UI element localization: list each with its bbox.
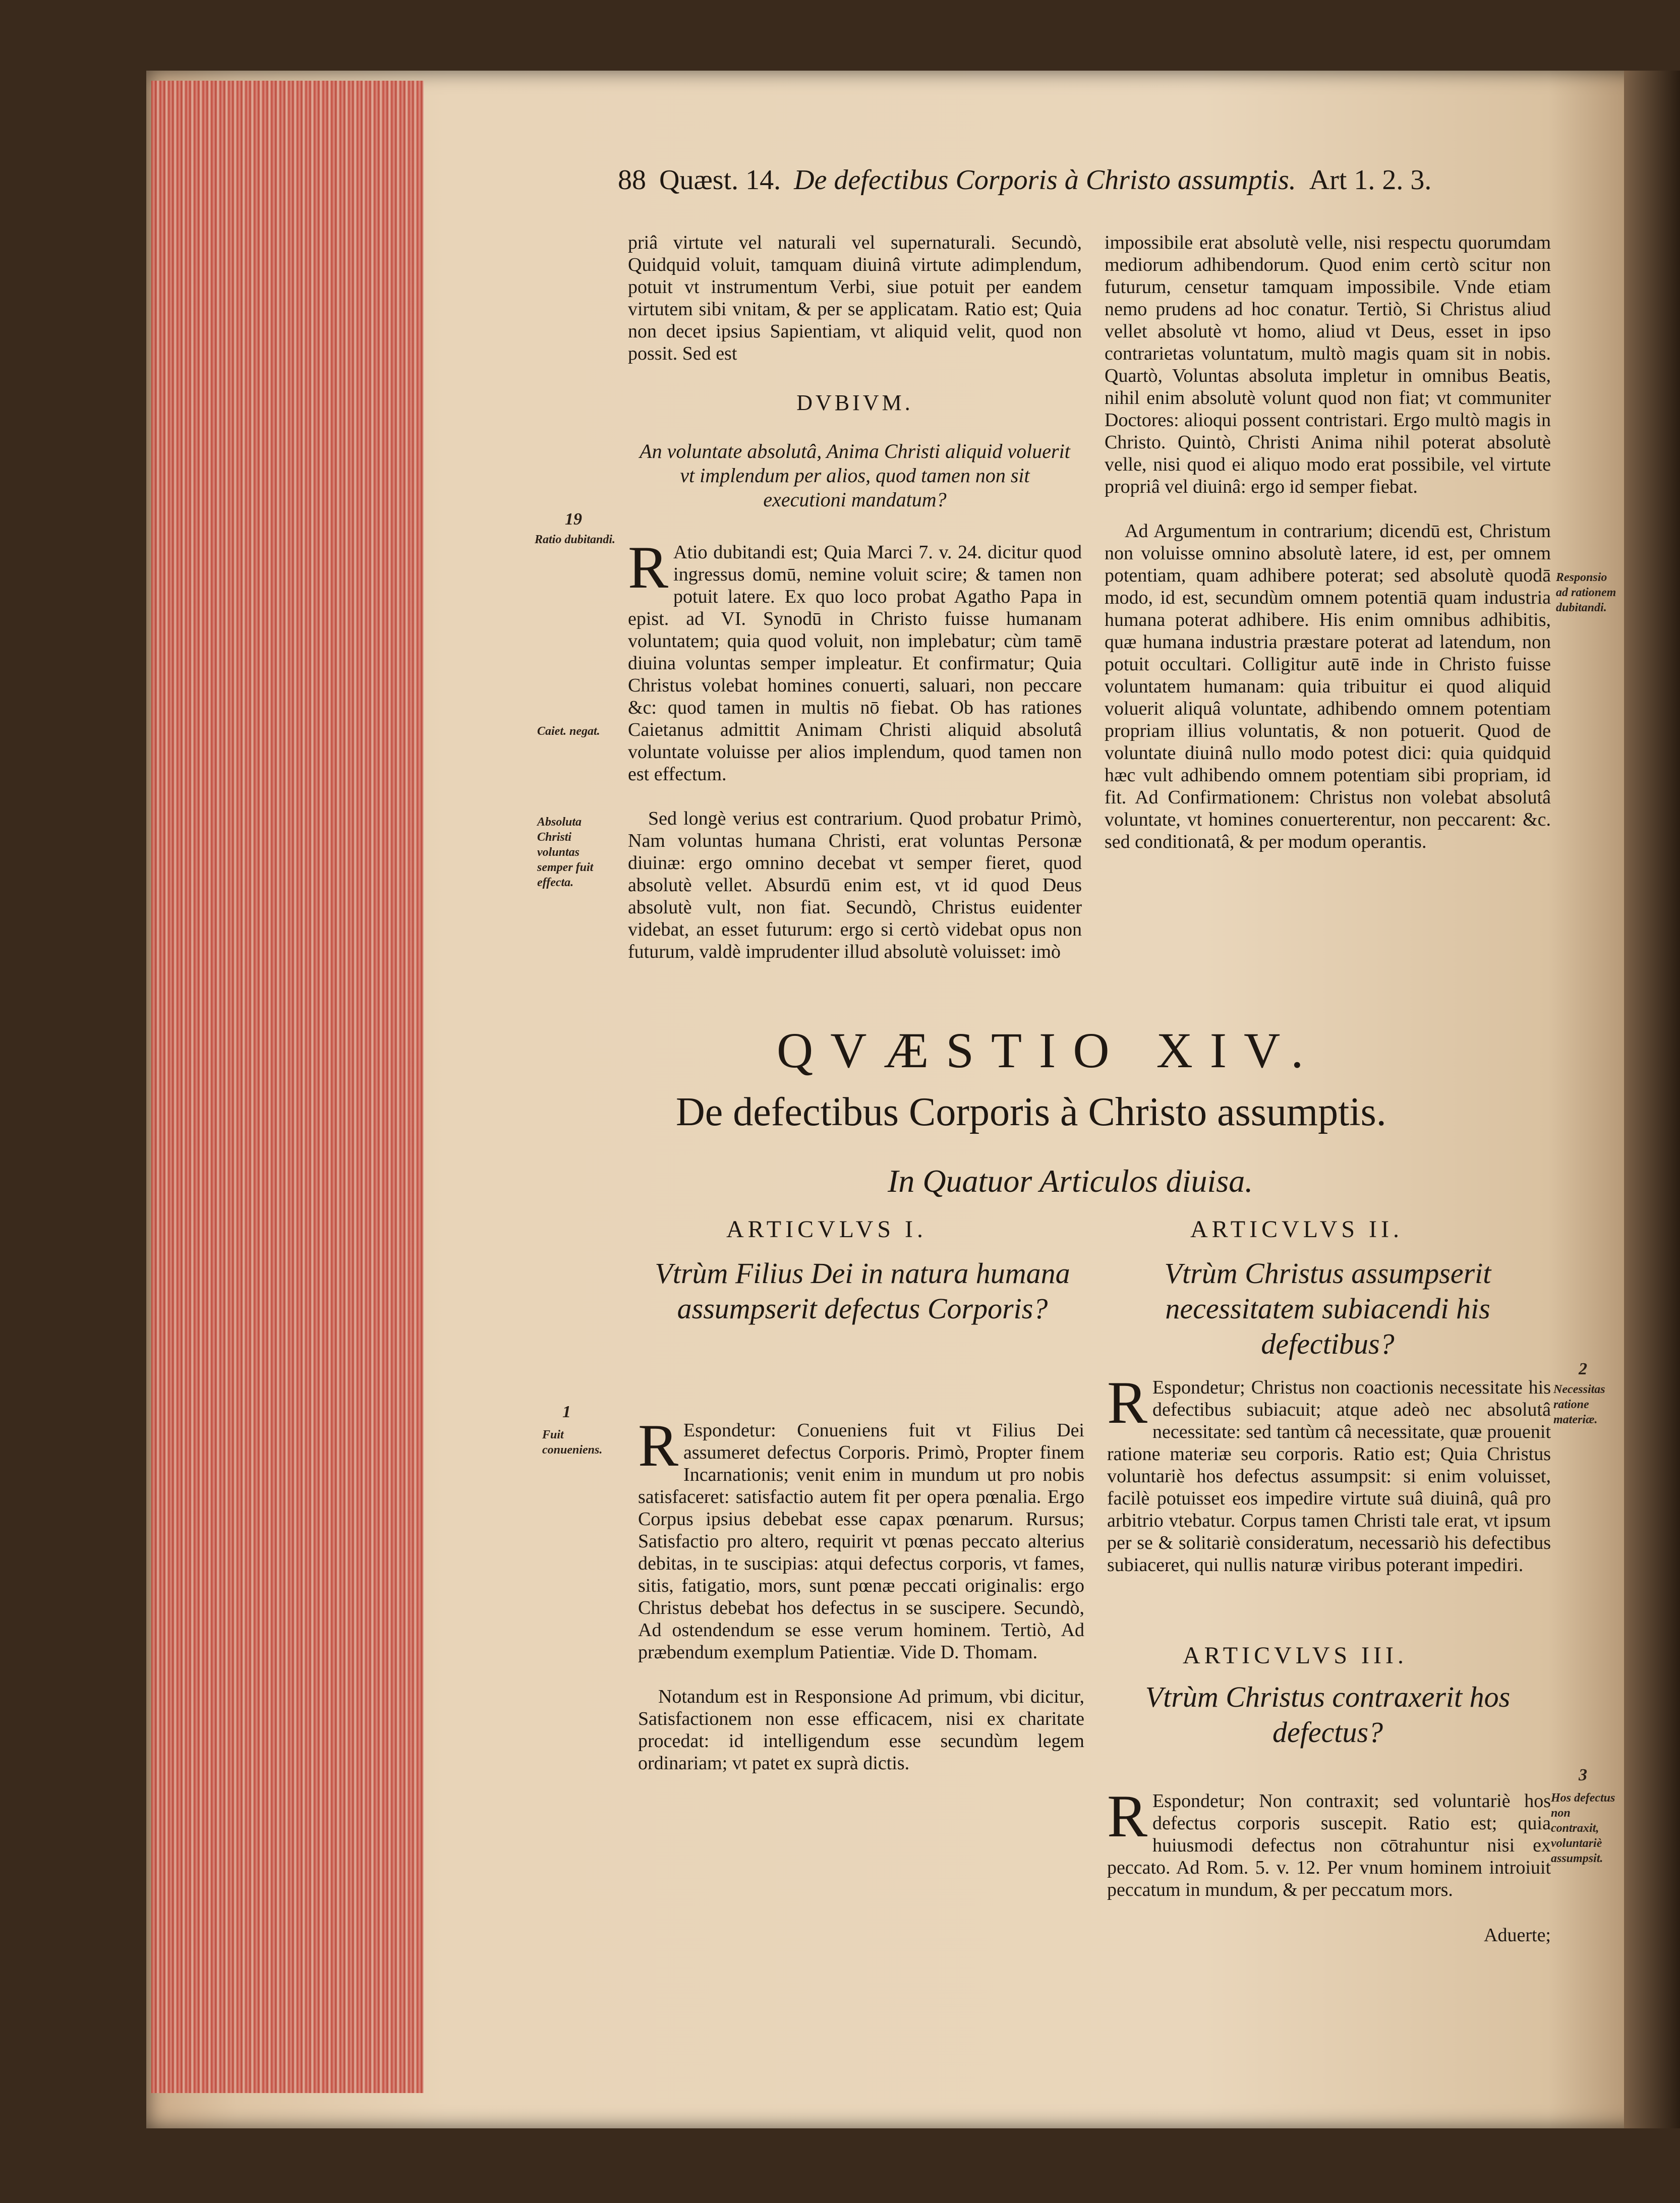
margin-note: Fuit conueniens. bbox=[542, 1428, 603, 1457]
paragraph: R Espondetur; Non contraxit; sed voluntariè hos defectus corporis suscepit. Ratio est; quia huiusmodi defectus non cōtrahuntur nisi ex peccato. Ad Rom. 5. v. 12. Per vnum hominem introiuit peccatum in mundum, & per peccatum mors. bbox=[1107, 1782, 1551, 1900]
paragraph: R Espondetur; Christus non coactionis necessitate his defectibus subiacuit; atque adeò nec absolutâ necessitate: sed tantùm câ necessitate, quæ prouenit ratione materiæ seu corporis. Ratio est; Quia Christus voluntariè hos defectus assumpsit: si enim voluisset, facilè potuisset eos impedire virtute suâ diuinâ, quâ pro arbitrio vtebatur. Corpus tamen Christi tale erat, vt ipsum per se & solitariè consideratum, necessariò his defectibus subiaceret, qui nullis naturæ viribus poterant impediri. bbox=[1107, 1369, 1551, 1576]
margin-note: Absoluta Christi voluntas semper fuit effecta. bbox=[537, 816, 594, 889]
drop-cap: R bbox=[1107, 1369, 1148, 1436]
question-subtitle: De defectibus Corporis à Christo assumptis. bbox=[676, 1090, 1386, 1134]
question-title: QVÆSTIO XIV. bbox=[777, 1022, 1321, 1078]
article-1-question: Vtrùm Filius Dei in natura humana assumpserit defectus Corporis? bbox=[655, 1257, 1070, 1325]
paragraph: Sed longè verius est contrarium. Quod probatur Primò, Nam voluntas humana Christi, erat voluntas Personæ diuinæ: ergo omnino decebat vt semper fieret, quod absolutè vellet. Absurdū enim est, vt id quod Deus absolutè vult, non fiat. Secundò, Christus euidenter videbat, an esset futurum: ergo si certò videbat opus non futurum, valdè imprudenter illud absolutè voluisset: imò bbox=[628, 808, 1082, 962]
article-3-body bbox=[1107, 1768, 1551, 1968]
margin-note: Necessitas ratione materiæ. bbox=[1553, 1383, 1605, 1426]
top-right-column bbox=[1105, 209, 1551, 875]
header-articles: Art 1. 2. 3. bbox=[1309, 164, 1432, 196]
article-3-heading: ARTICVLVS III. bbox=[1183, 1642, 1408, 1669]
drop-cap: R bbox=[1107, 1782, 1148, 1849]
margin-note: Caiet. negat. bbox=[537, 725, 600, 738]
margin-number: 3 bbox=[1579, 1766, 1587, 1784]
margin-number: 2 bbox=[1579, 1360, 1587, 1378]
paragraph: Notandum est in Responsione Ad primum, vbi dicitur, Satisfactionem non esse efficacem, nisi ex charitate procedat: id intelligendum esse secundùm legem ordinariam; vt patet ex suprà dictis. bbox=[638, 1686, 1084, 1774]
paragraph: impossibile erat absolutè velle, nisi respectu quorumdam mediorum adhibendorum. Quod enim certò scitur non futurum, censetur tamquam impossibile. Vnde etiam nemo prudens ad hoc conatur. Tertiò, Si Christus aliud vellet absolutè vt homo, aliud vt Deus, esset in ipso contrarietas voluntatum, multò magis quam sit in nobis. Quartò, Voluntas absoluta impletur in omnibus Beatis, nihil enim absolutè volunt quod non fiat; vt communiter Doctores: alioqui possent contristari. Ergo multò magis in Christo. Quintò, Christi Anima nihil poterat absolutè velle, nisi quod ei aliquo modo erat possibile, vel virtute propriâ vel diuinâ: ergo id semper fiebat. bbox=[1105, 232, 1551, 497]
book-gutter bbox=[1624, 71, 1680, 2128]
paragraph: R Atio dubitandi est; Quia Marci 7. v. 24. dicitur quod ingressus domū, nemine voluit scire; & tamen non potuit latere. Ex quo loco probat Agatho Papa in epist. ad VI. Synodū in Christo fuisse humanam voluntatem; quia quod voluit, non implebatur; cùm tamē diuina voluntas semper impleatur. Et confirmatur; Quia Christus volebat homines conuerti, saluari, non peccare &c: quod tamen in multis nō fiebat. Ob has rationes Caietanus admittit Animam Christi aliquid absolutâ voluntate voluisse per alios implendum, quod tamen non est effectum. bbox=[628, 534, 1082, 785]
article-3-question: Vtrùm Christus contraxerit hos defectus? bbox=[1145, 1680, 1511, 1749]
paragraph: Ad Argumentum in contrarium; dicendū est, Christum non voluisse omnino absolutè latere, id est, per omnem potentiam, quam adhibere poterat; sed absolutè quodā modo, id est, secundùm omnem potentiā quam industria humana poterat adhibere. His enim omnibus adhibitis, quæ humana industria præstare poterat ad latendum, non potuit occultari. Colligitur autē inde in Christo fuisse voluntatem humanam: quia tribuitur ei quod aliquid voluerit aliquâ voluntate, adhibendo omnem potentiam propriam illius voluntatis, & non potuerit. Quod de voluntate diuinâ nullo modo potest dici: quia quidquid hæc vult adhibendo omnem potentiam sibi propriam, id fit. Ad Confirmationem: Christus non volebat absolutâ voluntate, vt homines conuerterentur, non peccarent: &c. sed conditionatâ, & per modum operantis. bbox=[1105, 520, 1551, 852]
margin-note: Ratio dubitandi. bbox=[535, 533, 616, 546]
article-2-body bbox=[1107, 1354, 1551, 1598]
margin-note: Responsio ad rationem dubitandi. bbox=[1556, 571, 1616, 614]
margin-number: 19 bbox=[565, 510, 582, 529]
catchword: Aduerte; bbox=[1484, 1925, 1551, 1946]
question-division: In Quatuor Articulos diuisa. bbox=[888, 1163, 1253, 1199]
article-2-heading: ARTICVLVS II. bbox=[1190, 1216, 1404, 1243]
running-header bbox=[618, 164, 1576, 204]
page-edge-stripes bbox=[151, 81, 424, 2093]
header-title: De defectibus Corporis à Christo assumptis. bbox=[794, 164, 1296, 196]
margin-note: Hos defectus non contraxit, voluntariè assumpsit. bbox=[1551, 1791, 1615, 1865]
article-1-heading: ARTICVLVS I. bbox=[726, 1216, 928, 1243]
paragraph: R Espondetur: Conueniens fuit vt Filius Dei assumeret defectus Corporis. Primò, Propter finem Incarnationis; venit enim in mundum ut pro nobis satisfaceret: satisfactio autem fit per opera pœnalia. Ergo Corpus ipsius debebat esse capax pœnarum. Rursus; Satisfactio pro altero, requirit vt pœnas peccato alterius debitas, in te suscipias: atqui defectus corporis, vt fames, sitis, fatigatio, mors, sunt pœnæ peccati originalis: ergo Christus debebat hos defectus in se suscipere. Secundò, Ad ostendendum se esse verum hominem. Tertiò, Ad præbendum exemplum Patientiæ. Vide D. Thomam. bbox=[638, 1412, 1084, 1663]
header-quaest: Quæst. 14. bbox=[659, 164, 781, 196]
article-1-body bbox=[638, 1397, 1084, 1796]
dubium-question: An voluntate absolutâ, Anima Christi aliquid voluerit vt implendum per alios, quod tamen non sit executioni mandatum? bbox=[640, 440, 1070, 511]
drop-cap: R bbox=[638, 1412, 679, 1479]
article-2-question: Vtrùm Christus assumpserit necessitatem subiacendi his defectibus? bbox=[1164, 1257, 1491, 1360]
page-number: 88 bbox=[618, 164, 646, 196]
dubium-heading: DVBIVM. bbox=[796, 390, 913, 415]
margin-number: 1 bbox=[562, 1403, 571, 1421]
paragraph: priâ virtute vel naturali vel supernaturali. Secundò, Quidquid voluit, tamquam diuinâ virtute adimplendum, potuit vt instrumentum Verbi, siue potuit per eandem virtutem sibi vnitam, & per se applicatam. Ratio est; Quia non decet ipsius Sapientiam, vt aliquid velit, quod non possit. Sed est bbox=[628, 232, 1082, 364]
top-left-column bbox=[628, 209, 1082, 985]
